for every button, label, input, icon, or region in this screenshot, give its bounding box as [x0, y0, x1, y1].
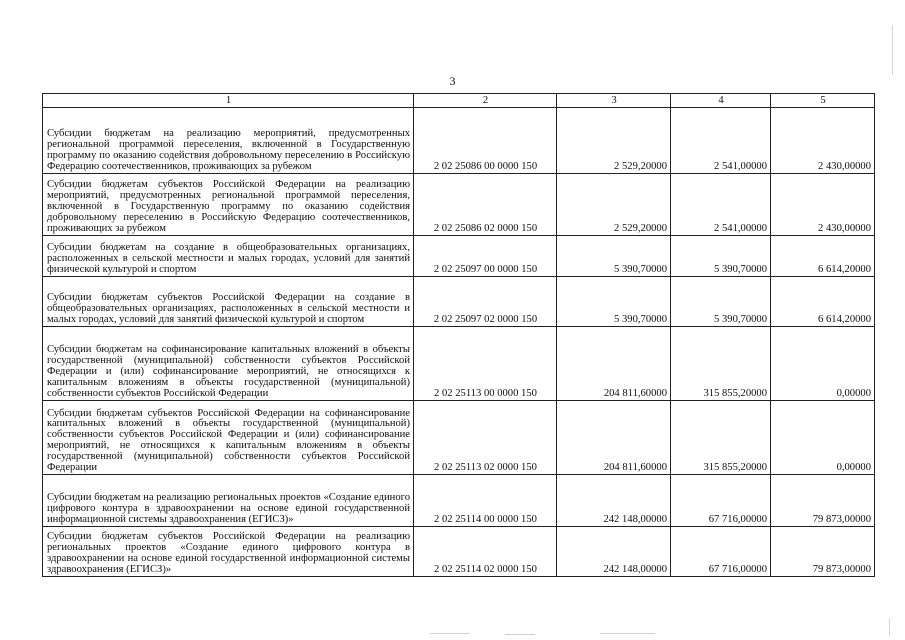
table-header-row: [43, 94, 875, 108]
scan-artifact: [505, 634, 535, 635]
row-description: Субсидии бюджетам на софинансирование капитальных вложений в объекты государственной (муниципальной) собственности субъектов Российской Федерации и (или) софинансирование мероприятий, не относящихся к капитальным вложениям в объекты государственной (муниципальной) собственности субъектов Российской Федерации: [43, 327, 414, 401]
row-value-col4: 315 855,20000: [671, 401, 771, 475]
row-value-col4: 315 855,20000: [671, 327, 771, 401]
row-value-col5: 0,00000: [771, 401, 875, 475]
row-value-col3: 204 811,60000: [557, 401, 671, 475]
column-header-4: 4: [671, 94, 771, 108]
row-value-col5: 0,00000: [771, 327, 875, 401]
row-code: 2 02 25097 00 0000 150: [414, 236, 557, 277]
row-description: Субсидии бюджетам субъектов Российской Федерации на создание в общеобразовательных организациях, расположенных в сельской местности и малых городах, условий для занятий физической культурой и спортом: [43, 277, 414, 327]
scan-edge: [892, 25, 893, 75]
page-number: 3: [449, 74, 456, 88]
table-row: [43, 108, 875, 174]
row-value-col5: 2 430,00000: [771, 174, 875, 236]
row-description: Субсидии бюджетам на реализацию региональных проектов «Создание единого цифрового контура в здравоохранении на основе единой государственной информационной системы здравоохранения (ЕГИСЗ)»: [43, 475, 414, 527]
scan-edge: [889, 618, 890, 636]
table-row: [43, 327, 875, 401]
column-header-1: 1: [43, 94, 414, 108]
row-value-col4: 2 541,00000: [671, 174, 771, 236]
row-value-col3: 2 529,20000: [557, 174, 671, 236]
row-code: 2 02 25113 00 0000 150: [414, 327, 557, 401]
row-code: 2 02 25097 02 0000 150: [414, 277, 557, 327]
row-value-col5: 6 614,20000: [771, 236, 875, 277]
table-row: [43, 236, 875, 277]
scan-artifact: [430, 633, 470, 634]
row-value-col5: 79 873,00000: [771, 527, 875, 577]
row-code: 2 02 25086 00 0000 150: [414, 108, 557, 174]
row-value-col4: 67 716,00000: [671, 475, 771, 527]
row-value-col3: 5 390,70000: [557, 236, 671, 277]
row-code: 2 02 25114 02 0000 150: [414, 527, 557, 577]
row-description: Субсидии бюджетам субъектов Российской Федерации на реализацию мероприятий, предусмотренных региональной программой переселения, включенной в Государственную программу по оказанию содействия добровольному переселению в Российскую Федерацию соотечественников, проживающих за рубежом: [43, 174, 414, 236]
row-value-col5: 79 873,00000: [771, 475, 875, 527]
table-row: [43, 174, 875, 236]
row-value-col3: 204 811,60000: [557, 327, 671, 401]
table-row: [43, 475, 875, 527]
row-value-col5: 2 430,00000: [771, 108, 875, 174]
row-value-col4: 67 716,00000: [671, 527, 771, 577]
budget-table: [42, 93, 875, 577]
row-value-col4: 5 390,70000: [671, 236, 771, 277]
column-header-3: 3: [557, 94, 671, 108]
row-value-col5: 6 614,20000: [771, 277, 875, 327]
row-description: Субсидии бюджетам субъектов Российской Федерации на софинансирование капитальных вложений в объекты государственной (муниципальной) собственности субъектов Российской Федерации и (или) софинансирование мероприятий, не относящихся к капитальным вложениям в объекты государственной (муниципальной) собственности субъектов Российской Федерации: [43, 401, 414, 475]
table-row: [43, 277, 875, 327]
column-header-2: 2: [414, 94, 557, 108]
row-value-col4: 2 541,00000: [671, 108, 771, 174]
row-value-col4: 5 390,70000: [671, 277, 771, 327]
row-code: 2 02 25113 02 0000 150: [414, 401, 557, 475]
row-description: Субсидии бюджетам на создание в общеобразовательных организациях, расположенных в сельской местности и малых городах, условий для занятий физической культурой и спортом: [43, 236, 414, 277]
row-description: Субсидии бюджетам на реализацию мероприятий, предусмотренных региональной программой переселения, включенной в Государственную программу по оказанию содействия добровольному переселению в Российскую Федерацию соотечественников, проживающих за рубежом: [43, 108, 414, 174]
row-value-col3: 5 390,70000: [557, 277, 671, 327]
row-description: Субсидии бюджетам субъектов Российской Федерации на реализацию региональных проектов «Создание единого цифрового контура в здравоохранении на основе единой государственной информационной системы здравоохранения (ЕГИСЗ)»: [43, 527, 414, 577]
scan-artifact: [600, 633, 655, 634]
table-row: [43, 527, 875, 577]
row-value-col3: 2 529,20000: [557, 108, 671, 174]
table-row: [43, 401, 875, 475]
row-code: 2 02 25086 02 0000 150: [414, 174, 557, 236]
row-value-col3: 242 148,00000: [557, 527, 671, 577]
row-code: 2 02 25114 00 0000 150: [414, 475, 557, 527]
row-value-col3: 242 148,00000: [557, 475, 671, 527]
column-header-5: 5: [771, 94, 875, 108]
